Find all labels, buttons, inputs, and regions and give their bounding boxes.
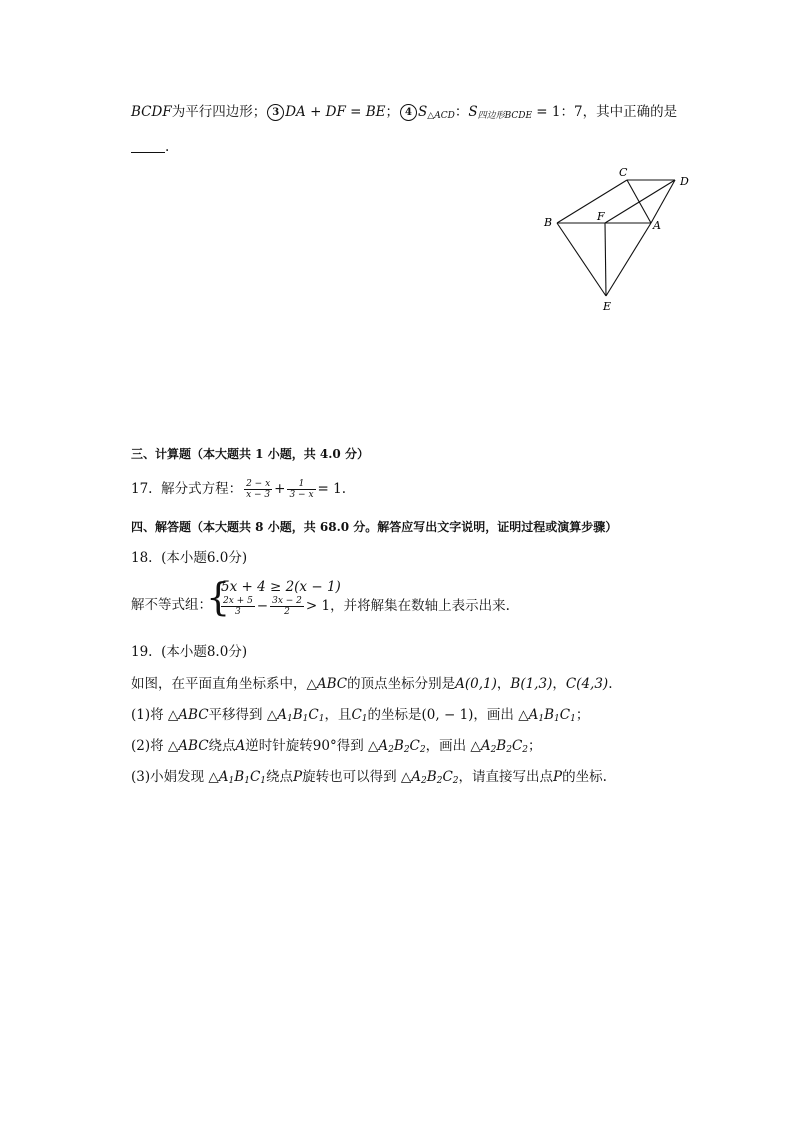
- q18-f1-denominator: 3: [235, 607, 241, 617]
- q19-p1-abc: ABC: [178, 707, 209, 723]
- q18-minus: −: [256, 598, 269, 614]
- q16-colon: ：: [454, 104, 469, 120]
- q16-circled-3: 3: [267, 104, 284, 121]
- q18-f2-numerator: 3x − 2: [272, 596, 302, 606]
- q19-p2-d: ，画出 △: [425, 738, 481, 754]
- q19-p1-a1b1c1: A1B1C1: [277, 707, 325, 724]
- segment-ca: [627, 180, 651, 223]
- q16-period: .: [165, 139, 170, 155]
- q16-answer-line: [131, 138, 169, 156]
- q17-rhs: = 1.: [317, 481, 347, 497]
- q17-fraction-1: [244, 479, 272, 500]
- segment-ae: [606, 223, 651, 296]
- q19-p1-b: 平移得到 △: [208, 707, 278, 723]
- q19-point-b: B(1,3): [510, 676, 553, 692]
- q17-fraction-2: [287, 479, 315, 500]
- label-d: D: [680, 175, 689, 188]
- q16-text: 为平行四边形；: [171, 104, 267, 120]
- q19-part-2: [131, 737, 542, 759]
- q18-header: [131, 549, 247, 567]
- q19-p1-a: (1)将 △: [131, 707, 179, 723]
- section-4-title: 四、解答题（本大题共 8 小题，共 68.0 分。解答应写出文字说明，证明过程或演算步骤）: [131, 520, 618, 534]
- q19-p2-e: ；: [528, 738, 542, 754]
- answer-blank: [131, 140, 165, 153]
- q19-point-a: A(0,1): [455, 676, 497, 692]
- q16-text-bcdf: BCDF: [131, 104, 172, 120]
- segment-fe: [605, 223, 606, 296]
- q16-area-s1: S: [418, 104, 428, 120]
- q19-comma-1: ，: [496, 676, 511, 692]
- q18-tail: ，并将解集在数轴上表示出来.: [330, 598, 510, 614]
- q19-intro-b: 的顶点坐标分别是: [347, 676, 456, 692]
- q18-gt: > 1: [305, 598, 331, 614]
- label-b: B: [544, 216, 553, 229]
- q18-brace: {: [206, 575, 231, 619]
- segment-be: [557, 223, 606, 296]
- q19-comma-2: ，: [552, 676, 566, 692]
- q17-number: 17.: [131, 481, 153, 497]
- q16-area-sub2: 四边形BCDE: [477, 111, 533, 121]
- q19-p2-point-a: A: [235, 738, 246, 754]
- q18-prompt: 解不等式组：: [131, 597, 212, 613]
- q17-f2-numerator: 1: [287, 479, 315, 490]
- q19-p3-c: 旋转也可以得到 △: [302, 769, 412, 785]
- q19-p3-a1b1c1: A1B1C1: [218, 769, 267, 786]
- q19-point-c: C(4,3): [565, 676, 609, 692]
- q18-inequality-2: [219, 596, 510, 617]
- q19-dot: .: [608, 676, 613, 692]
- label-a: A: [653, 219, 661, 232]
- q16-end-text: ，其中正确的是: [582, 104, 678, 120]
- q19-p1-e: ；: [575, 707, 590, 723]
- q19-p3-a: (3)小娟发现 △: [131, 769, 219, 785]
- q19-part-3: [131, 768, 607, 790]
- q19-p2-c: 逆时针旋转90°得到 △: [245, 738, 379, 754]
- section-3-title: 三、计算题（本大题共 1 小题，共 4.0 分）: [131, 447, 369, 461]
- q19-p3-e: 的坐标.: [562, 769, 607, 785]
- q19-p3-a2b2c2: A2B2C2: [411, 769, 459, 786]
- label-e: E: [603, 300, 612, 313]
- q19-p1-c1: C1: [351, 707, 368, 724]
- label-f: F: [597, 210, 605, 223]
- q19-part-1: [131, 706, 589, 728]
- q19-header: [131, 643, 247, 661]
- q16-area-s2: S: [468, 104, 478, 120]
- q19-p3-d: ，请直接写出点: [458, 769, 554, 785]
- q19-score: (本小题8.0分): [161, 644, 248, 660]
- q18-fraction-1: [221, 596, 255, 617]
- q19-p1-d: 的坐标是(0, − 1)，画出 △: [367, 707, 529, 723]
- q18-number: 18.: [131, 550, 153, 566]
- q18-inequality-1: 5x + 4 ≥ 2(x − 1): [221, 579, 341, 595]
- q16-separator: ；: [385, 104, 400, 120]
- q17-prompt: 解分式方程：: [161, 481, 243, 497]
- geometry-figure: [535, 160, 705, 320]
- q18-f2-denominator: 2: [284, 607, 290, 617]
- q17-f1-denominator: x − 3: [246, 490, 271, 500]
- q18-f1-numerator: 2x + 5: [223, 596, 253, 606]
- segment-da: [651, 180, 675, 223]
- label-c: C: [619, 166, 628, 179]
- q17-line: [131, 479, 346, 500]
- q17-plus: +: [274, 481, 286, 497]
- q17-f2-denominator: 3 − x: [289, 490, 314, 500]
- q16-equation-3: DA + DF = BE: [285, 104, 386, 120]
- q19-p2-b: 绕点: [208, 738, 236, 754]
- q19-p2-a2b2c2-b: A2B2C2: [480, 738, 529, 755]
- q19-p2-a: (2)将 △: [131, 738, 179, 754]
- q19-number: 19.: [131, 644, 153, 660]
- q19-p3-point-p: P: [293, 769, 303, 785]
- q16-circled-4: 4: [400, 104, 417, 121]
- q19-p1-c: ，且: [324, 707, 352, 723]
- q19-p2-abc: ABC: [178, 738, 209, 754]
- q19-p1-a1b1c1-b: A1B1C1: [528, 707, 576, 724]
- q16-area-sub1: △ACD: [427, 111, 455, 121]
- q19-triangle-abc: ABC: [316, 676, 348, 692]
- q19-p3-b: 绕点: [266, 769, 294, 785]
- q19-p2-a2b2c2: A2B2C2: [378, 738, 426, 755]
- q16-ratio: = 1：7: [532, 104, 583, 120]
- q18-score: (本小题6.0分): [161, 550, 248, 566]
- q16-tail-line: [131, 103, 677, 125]
- q19-intro: [131, 675, 612, 693]
- q19-p3-point-p2: P: [553, 769, 563, 785]
- q18-fraction-2: [270, 596, 304, 617]
- q17-f1-numerator: 2 − x: [246, 479, 271, 489]
- q19-intro-a: 如图，在平面直角坐标系中，△: [131, 676, 317, 692]
